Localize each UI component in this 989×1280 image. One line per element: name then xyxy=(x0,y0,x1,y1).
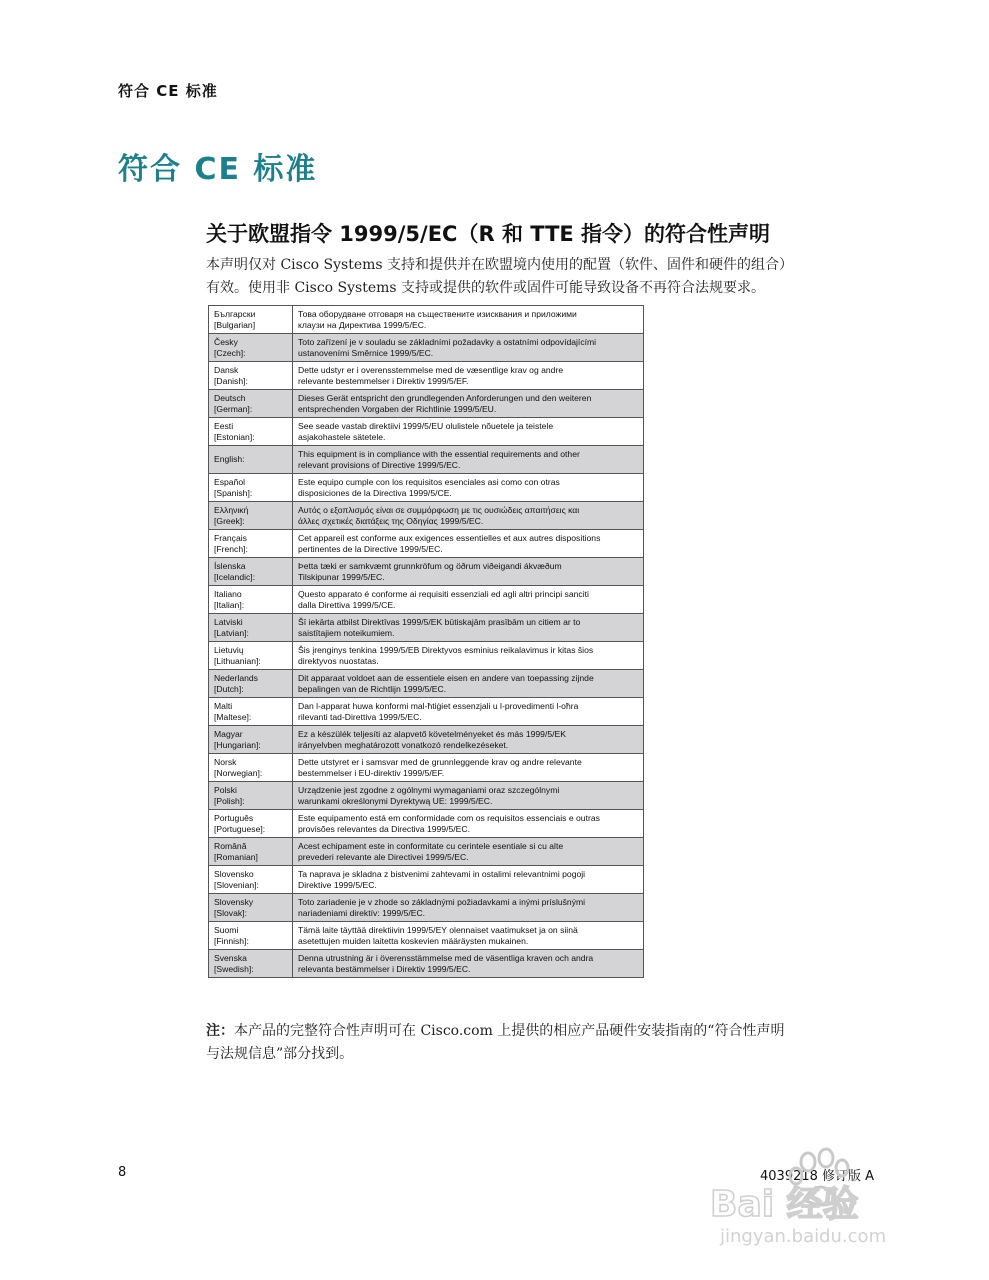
language-name: [Icelandic]: xyxy=(214,571,256,582)
table-row xyxy=(209,418,644,446)
statement-text: Šī iekārta atbilst Direktīvas 1999/5/EK būtiskajām prasībām un citiem ar to xyxy=(298,616,581,627)
statement-text: Dette utstyret er i samsvar med de grunnleggende krav og andre relevante xyxy=(298,756,582,767)
language-name: [German]: xyxy=(214,403,253,414)
statement-text: Dit apparaat voldoet aan de essentiele eisen en andere van toepassing zijnde xyxy=(298,672,594,683)
language-name: [Danish]: xyxy=(214,375,248,386)
table-row xyxy=(209,642,644,670)
page-title: 符合 CE 标准 xyxy=(118,152,318,187)
statement-text: irányelvben meghatározott vonatkozó rendelkezéseket. xyxy=(298,739,509,750)
note-line: 与法规信息”部分找到。 xyxy=(206,1046,354,1062)
language-name: Svenska xyxy=(214,952,247,963)
language-name: [Italian]: xyxy=(214,599,245,610)
compliance-table xyxy=(208,305,644,978)
language-name: [Bulgarian] xyxy=(214,319,256,330)
compliance-table-body xyxy=(209,306,644,978)
statement-cell xyxy=(293,390,644,418)
note-text: 本产品的完整符合性声明可在 Cisco.com 上提供的相应产品硬件安装指南的“符合性声明 xyxy=(234,1023,785,1039)
statement-text: saistītajiem noteikumiem. xyxy=(298,627,395,638)
statement-cell xyxy=(293,950,644,978)
language-name: Česky xyxy=(214,336,238,347)
language-name: Dansk xyxy=(214,364,239,375)
language-cell xyxy=(209,362,293,390)
language-name: [Romanian] xyxy=(214,851,258,862)
note-label: 注： xyxy=(206,1023,234,1039)
statement-text: Toto zařízení je v souladu se základními požadavky a ostatními odpovídajícími xyxy=(298,336,597,347)
section-title: 关于欧盟指令 1999/5/EC（R 和 TTE 指令）的符合性声明 xyxy=(206,222,771,246)
statement-text: pertinentes de la Directive 1999/5/EC. xyxy=(298,543,443,554)
language-cell xyxy=(209,894,293,922)
table-row xyxy=(209,726,644,754)
language-name: Lietuvių xyxy=(214,644,244,655)
table-row xyxy=(209,614,644,642)
language-name: [Slovenian]: xyxy=(214,879,259,890)
language-name: [Estonian]: xyxy=(214,431,255,442)
table-row xyxy=(209,362,644,390)
language-name: [Polish]: xyxy=(214,795,245,806)
language-name: Nederlands xyxy=(214,672,258,683)
running-header: 符合 CE 标准 xyxy=(118,82,218,100)
language-name: Slovensky xyxy=(214,896,254,907)
statement-text: Това оборудване отговаря на съществените изисквания и приложими xyxy=(298,308,577,319)
statement-text: άλλες σχετικές διατάξεις της Οδηγίας 1999/5/EC. xyxy=(298,515,484,526)
statement-cell xyxy=(293,782,644,810)
language-name: Suomi xyxy=(214,924,239,935)
language-name: [Hungarian]: xyxy=(214,739,261,750)
table-row xyxy=(209,530,644,558)
statement-cell xyxy=(293,838,644,866)
language-cell xyxy=(209,726,293,754)
language-name: [Greek]: xyxy=(214,515,245,526)
table-row xyxy=(209,698,644,726)
language-cell xyxy=(209,922,293,950)
statement-text: nariadeniami direktív: 1999/5/EC. xyxy=(298,907,426,918)
statement-text: relevanta bestämmelser i Direktiv 1999/5/EC. xyxy=(298,963,471,974)
language-name: Latviski xyxy=(214,616,243,627)
language-cell xyxy=(209,530,293,558)
table-row xyxy=(209,474,644,502)
statement-text: disposiciones de la Directiva 1999/5/CE. xyxy=(298,487,452,498)
language-cell xyxy=(209,418,293,446)
language-name: Malti xyxy=(214,700,233,711)
language-cell xyxy=(209,838,293,866)
language-name: Ελληνική xyxy=(214,504,249,515)
table-row xyxy=(209,670,644,698)
language-cell xyxy=(209,754,293,782)
statement-text: rilevanti tad-Direttiva 1999/5/EC. xyxy=(298,711,422,722)
language-cell xyxy=(209,698,293,726)
language-cell xyxy=(209,950,293,978)
language-name: [Latvian]: xyxy=(214,627,249,638)
statement-text: Acest echipament este in conformitate cu cerintele esentiale si cu alte xyxy=(298,840,564,851)
language-cell xyxy=(209,642,293,670)
statement-text: Direktive 1999/5/EC. xyxy=(298,879,377,890)
language-cell xyxy=(209,614,293,642)
statement-cell xyxy=(293,894,644,922)
baidu-watermark xyxy=(700,1140,940,1250)
table-row xyxy=(209,810,644,838)
page-number: 8 xyxy=(118,1165,127,1180)
statement-text: warunkami określonymi Dyrektywą UE: 1999/5/EC. xyxy=(298,795,493,806)
statement-text: Ta naprava je skladna z bistvenimi zahtevami in ostalimi relevantnimi pogoji xyxy=(298,868,586,879)
document-number: 4039218 修订版 A xyxy=(760,1169,875,1184)
watermark-url: jingyan.baidu.com xyxy=(720,1226,887,1247)
note-line xyxy=(206,1020,886,1043)
statement-text: See seade vastab direktiivi 1999/5/EU olulistele nõuetele ja teistele xyxy=(298,420,554,431)
statement-cell xyxy=(293,306,644,334)
statement-text: relevante bestemmelser i Direktiv 1999/5/EF. xyxy=(298,375,469,386)
table-row xyxy=(209,586,644,614)
statement-cell xyxy=(293,362,644,390)
language-name: [Spanish]: xyxy=(214,487,253,498)
statement-cell xyxy=(293,334,644,362)
statement-cell xyxy=(293,614,644,642)
statement-text: entsprechenden Vorgaben der Richtlinie 1999/5/EU. xyxy=(298,403,497,414)
statement-text: provisões relevantes da Directiva 1999/5/EC. xyxy=(298,823,470,834)
language-name: [French]: xyxy=(214,543,248,554)
table-row xyxy=(209,754,644,782)
statement-text: This equipment is in compliance with the essential requirements and other xyxy=(298,448,580,459)
table-row xyxy=(209,390,644,418)
language-name: Français xyxy=(214,532,247,543)
table-row xyxy=(209,838,644,866)
language-name: [Norwegian]: xyxy=(214,767,263,778)
language-cell xyxy=(209,670,293,698)
statement-text: Cet appareil est conforme aux exigences essentielles et aux autres dispositions xyxy=(298,532,601,543)
intro-line: 本声明仅对 Cisco Systems 支持和提供并在欧盟境内使用的配置（软件、固件和硬件的组合） xyxy=(206,257,794,273)
watermark-brand: Bai 经验 xyxy=(710,1184,859,1225)
language-name: Íslenska xyxy=(214,560,246,571)
statement-text: prevederi relevante ale Directivei 1999/5/EC. xyxy=(298,851,469,862)
language-name: Deutsch xyxy=(214,392,246,403)
table-row xyxy=(209,866,644,894)
statement-text: Questo apparato é conforme ai requisiti essenziali ed agli altri principi sanciti xyxy=(298,588,589,599)
language-cell xyxy=(209,334,293,362)
intro-paragraph xyxy=(206,254,886,300)
statement-text: Dan l-apparat huwa konformi mal-ħtiġiet essenzjali u l-provedimenti l-oħra xyxy=(298,700,579,711)
language-name: English: xyxy=(214,454,245,464)
statement-cell xyxy=(293,670,644,698)
statement-text: Urządzenie jest zgodne z ogólnymi wymaganiami oraz szczególnymi xyxy=(298,784,560,795)
table-row xyxy=(209,306,644,334)
table-row xyxy=(209,558,644,586)
language-name: Magyar xyxy=(214,728,243,739)
statement-cell xyxy=(293,502,644,530)
statement-cell xyxy=(293,586,644,614)
language-cell xyxy=(209,866,293,894)
language-name: [Maltese]: xyxy=(214,711,252,722)
statement-text: Este equipo cumple con los requisitos esenciales asi como con otras xyxy=(298,476,560,487)
statement-text: dalla Direttiva 1999/5/CE. xyxy=(298,599,396,610)
table-row xyxy=(209,502,644,530)
statement-cell xyxy=(293,642,644,670)
statement-text: клаузи на Директива 1999/5/ЕС. xyxy=(298,319,427,330)
statement-cell xyxy=(293,474,644,502)
language-name: Polski xyxy=(214,784,237,795)
language-name: [Portuguese]: xyxy=(214,823,266,834)
language-name: Português xyxy=(214,812,254,823)
statement-text: Αυτός ο εξοπλισμός είναι σε συμμόρφωση με τις ουσιώδεις απαιτήσεις και xyxy=(298,504,580,515)
table-row xyxy=(209,922,644,950)
statement-text: asjakohastele sätetele. xyxy=(298,431,386,442)
statement-text: bestemmelser i EU-direktiv 1999/5/EF. xyxy=(298,767,445,778)
statement-cell xyxy=(293,558,644,586)
statement-text: Este equipamento está em conformidade com os requisitos essenciais e outras xyxy=(298,812,600,823)
language-name: [Finnish]: xyxy=(214,935,249,946)
statement-text: Toto zariadenie je v zhode so základnými požiadavkami a inými príslušnými xyxy=(298,896,586,907)
statement-text: Þetta tæki er samkvæmt grunnkröfum og öðrum viðeigandi ákvæðum xyxy=(298,560,562,571)
statement-text: asetettujen muiden laitetta koskevien määräysten mukainen. xyxy=(298,935,529,946)
statement-cell xyxy=(293,446,644,474)
statement-text: Dieses Gerät entspricht den grundlegenden Anforderungen und den weiteren xyxy=(298,392,592,403)
table-row xyxy=(209,894,644,922)
statement-cell xyxy=(293,866,644,894)
statement-cell xyxy=(293,418,644,446)
language-name: Slovensko xyxy=(214,868,254,879)
language-name: [Lithuanian]: xyxy=(214,655,261,666)
language-cell xyxy=(209,390,293,418)
statement-cell xyxy=(293,754,644,782)
statement-cell xyxy=(293,530,644,558)
language-name: [Dutch]: xyxy=(214,683,244,694)
table-row xyxy=(209,334,644,362)
language-name: Norsk xyxy=(214,756,237,767)
language-name: Eesti xyxy=(214,420,234,431)
language-cell xyxy=(209,502,293,530)
statement-cell xyxy=(293,726,644,754)
table-row xyxy=(209,446,644,474)
statement-text: Dette udstyr er i overensstemmelse med de væsentlige krav og andre xyxy=(298,364,564,375)
language-name: [Czech]: xyxy=(214,347,246,358)
language-name: [Slovak]: xyxy=(214,907,247,918)
language-cell xyxy=(209,782,293,810)
statement-cell xyxy=(293,810,644,838)
statement-text: direktyvos nuostatas. xyxy=(298,655,379,666)
language-cell xyxy=(209,810,293,838)
statement-text: Tilskipunar 1999/5/EC. xyxy=(298,571,385,582)
language-name: Română xyxy=(214,840,247,851)
language-name: Български xyxy=(214,308,256,319)
table-row xyxy=(209,950,644,978)
statement-text: Denna utrustning är i överensstämmelse med de väsentliga kraven och andra xyxy=(298,952,594,963)
statement-text: Tämä laite täyttää direktiivin 1999/5/EY olennaiset vaatimukset ja on siinä xyxy=(298,924,578,935)
note-paragraph xyxy=(206,1020,886,1066)
language-cell xyxy=(209,306,293,334)
language-name: [Swedish]: xyxy=(214,963,254,974)
language-cell xyxy=(209,474,293,502)
statement-text: relevant provisions of Directive 1999/5/EC. xyxy=(298,459,461,470)
statement-text: Ez a készülék teljesíti az alapvető követelményeket és más 1999/5/EK xyxy=(298,728,566,739)
language-cell xyxy=(209,558,293,586)
statement-cell xyxy=(293,698,644,726)
statement-text: ustanoveními Směrnice 1999/5/EC. xyxy=(298,347,434,358)
intro-line: 有效。使用非 Cisco Systems 支持或提供的软件或固件可能导致设备不再符合法规要求。 xyxy=(206,280,766,296)
statement-text: Šis įrenginys tenkina 1999/5/EB Direktyvos esminius reikalavimus ir kitas šios xyxy=(298,644,594,655)
language-name: Español xyxy=(214,476,246,487)
language-cell xyxy=(209,446,293,474)
language-cell xyxy=(209,586,293,614)
language-name: Italiano xyxy=(214,588,242,599)
statement-cell xyxy=(293,922,644,950)
table-row xyxy=(209,782,644,810)
statement-text: bepalingen van de Richtlijn 1999/5/EC. xyxy=(298,683,447,694)
